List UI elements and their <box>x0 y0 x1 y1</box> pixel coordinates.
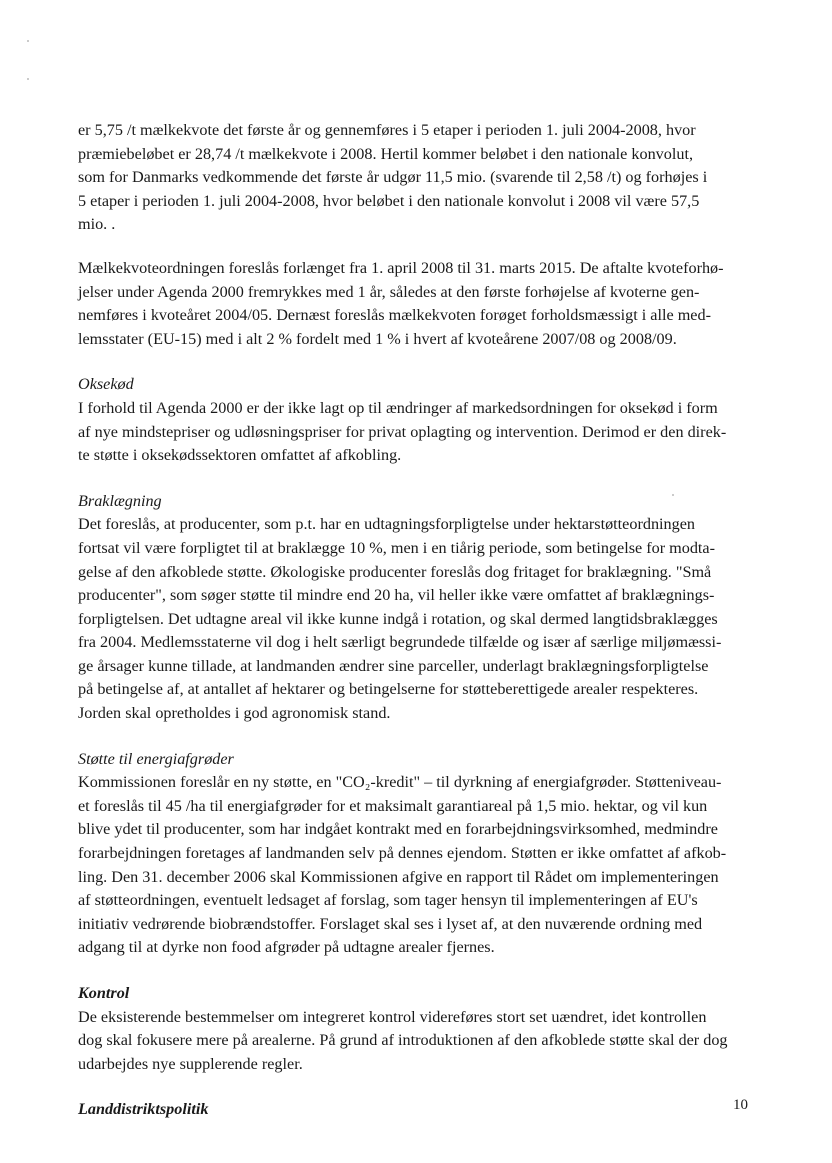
text-line: fra 2004. Medlemsstaterne vil dog i helt særligt begrundede tilfælde og især af særlige miljømæssi- <box>78 633 722 652</box>
text-line: af støtteordningen, eventuelt ledsaget af forslag, som tager hensyn til implementeringen af EU's <box>78 891 698 910</box>
section-heading: Landdistriktspolitik <box>78 1100 209 1119</box>
text-line: forarbejdningen foretages af landmanden selv på dennes ejendom. Støtten er ikke omfattet af afkob- <box>78 844 727 863</box>
text-line: forpligtelsen. Det udtagne areal vil ikke kunne indgå i rotation, og skal dermed langtidsbraklægges <box>78 609 718 628</box>
text-line: ling. Den 31. december 2006 skal Kommissionen afgive en rapport til Rådet om implementeringen <box>78 867 719 886</box>
text-line: te støtte i oksekødssektoren omfattet af afkobling. <box>78 446 402 465</box>
text-line: som for Danmarks vedkommende det første år udgør 11,5 mio. (svarende til 2,58 /t) og forhøjes i <box>78 168 708 187</box>
rural-section <box>78 1098 758 1122</box>
text-line: lemsstater (EU-15) med i alt 2 % fordelt med 1 % i hvert af kvoteårene 2007/08 og 2008/09. <box>78 329 677 348</box>
scan-speck <box>27 40 29 42</box>
text-line: dog skal fokusere mere på arealerne. På grund af introduktionen af den afkoblede støtte skal der dog <box>78 1031 728 1050</box>
page-number: 10 <box>733 1097 748 1113</box>
text-line: adgang til at dyrke non food afgrøder på udtagne arealer fjernes. <box>78 938 495 957</box>
text-line: jelser under Agenda 2000 fremrykkes med 1 år, således at den første forhøjelse af kvoterne gen- <box>78 282 700 301</box>
text-line: præmiebeløbet er 28,74 /t mælkekvote i 2008. Hertil kommer beløbet i den nationale konvolut, <box>78 144 693 163</box>
text-line: 5 etaper i perioden 1. juli 2004-2008, hvor beløbet i den nationale konvolut i 2008 vil være 57,5 <box>78 191 700 210</box>
text-line: udarbejdes nye supplerende regler. <box>78 1054 303 1073</box>
text-line: mio. . <box>78 215 116 234</box>
section-heading: Oksekød <box>78 375 134 394</box>
text-line: et foreslås til 45 /ha til energiafgrøder for et maksimalt garantiareal på 1,5 mio. hektar, og vil kun <box>78 796 708 815</box>
text-line: producenter", som søger støtte til mindre end 20 ha, vil heller ikke være omfattet af braklægnings- <box>78 586 715 605</box>
text-line: initiativ vedrørende biobrændstoffer. Forslaget skal ses i lyset af, at den nuværende ordning med <box>78 914 703 933</box>
text-line: Det foreslås, at producenter, som p.t. har en udtagningsforpligtelse under hektarstøtteordningen <box>78 515 695 534</box>
milk-quota-paragraph <box>78 257 758 351</box>
set-aside-section <box>78 490 758 726</box>
text-line: ge årsager kunne tillade, at landmanden ændrer sine parceller, underlagt braklægningsforpligtelse <box>78 656 709 675</box>
intro-paragraph <box>78 119 758 237</box>
section-heading: Kontrol <box>78 984 130 1002</box>
text-line: blive ydet til producenter, som har indgået kontrakt med en forarbejdningsvirksomhed, medmindre <box>78 820 718 839</box>
text-line: Mælkekvoteordningen foreslås forlænget fra 1. april 2008 til 31. marts 2015. De aftalte kvoteforhø- <box>78 258 724 277</box>
text-line: nemføres i kvoteåret 2004/05. Dernæst foreslås mælkekvoten forøget forholdsmæssigt i alle med- <box>78 306 711 325</box>
text-line: af nye mindstepriser og udløsningspriser for privat oplagting og intervention. Derimod er den direk- <box>78 422 727 441</box>
scan-speck <box>27 78 29 80</box>
control-section <box>78 982 758 1076</box>
text-line: De eksisterende bestemmelser om integreret kontrol videreføres stort set uændret, idet kontrollen <box>78 1007 707 1026</box>
text-line: er 5,75 /t mælkekvote det første år og gennemføres i 5 etaper i perioden 1. juli 2004-2008, hvor <box>78 121 696 139</box>
text-line: fortsat vil være forpligtet til at braklægge 10 %, men i en tiårig periode, som betingelse for modta- <box>78 538 715 557</box>
text-line: på betingelse af, at antallet af hektarer og betingelserne for støtteberettigede arealer respekteres. <box>78 680 699 699</box>
document-body <box>78 119 758 1144</box>
beef-section <box>78 373 758 467</box>
text-line: gelse af den afkoblede støtte. Økologiske producenter foreslås dog fritaget for braklægning. "Små <box>78 562 712 581</box>
section-heading: Braklægning <box>78 491 162 510</box>
text-line: Kommissionen foreslår en ny støtte, en "CO₂-kredit" – til dyrkning af energiafgrøder. Støtteniveau- <box>78 773 722 792</box>
text-line: Jorden skal opretholdes i god agronomisk stand. <box>78 704 391 723</box>
section-heading: Støtte til energiafgrøder <box>78 749 234 768</box>
text-line: I forhold til Agenda 2000 er der ikke lagt op til ændringer af markedsordningen for oksekød i form <box>78 398 718 417</box>
energy-crops-section <box>78 748 758 960</box>
